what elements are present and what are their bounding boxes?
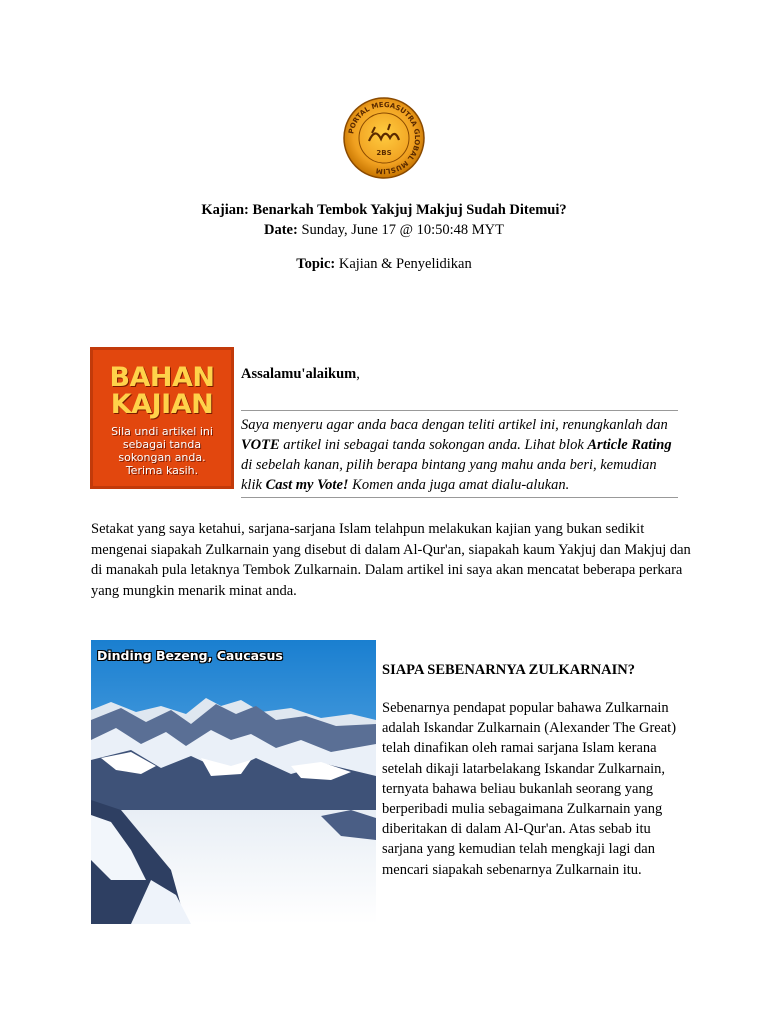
- banner-line-2: KAJIAN: [110, 389, 214, 420]
- intro-paragraph: Setakat yang saya ketahui, sarjana-sarjana Islam telahpun melakukan kajian yang bukan sedikit mengenai siapakah Zulkarnain yang disebut di dalam Al-Qur'an, siapakah kaum Yakjuj dan Makjuj dan di manakah pula letaknya Tembok Zulkarnain. Dalam artikel ini saya akan mencatat beberapa perkara yang mungkin menarik minat anda.: [91, 521, 691, 599]
- banner-subtext: [93, 425, 231, 477]
- section-heading: SIAPA SEBENARNYA ZULKARNAIN?: [382, 662, 635, 678]
- greeting: [241, 366, 360, 383]
- date-label: Date:: [264, 222, 298, 238]
- appeal-text-2: artikel ini sebagai tanda sokongan anda. Lihat blok: [279, 437, 588, 453]
- svg-text:2BS: 2BS: [376, 149, 392, 157]
- topic-value: Kajian & Penyelidikan: [338, 256, 472, 272]
- banner-line-1: BAHAN: [109, 362, 215, 393]
- article-date: [0, 220, 768, 240]
- greeting-punct: ,: [356, 366, 360, 382]
- vote-appeal: [241, 415, 678, 495]
- divider-bottom: [241, 497, 678, 498]
- appeal-text-1: Saya menyeru agar anda baca dengan teliti artikel ini, renungkanlah dan: [241, 417, 668, 433]
- appeal-text-4: Komen anda juga amat dialu-alukan.: [348, 477, 570, 493]
- topic-label: Topic:: [296, 256, 336, 272]
- greeting-text: Assalamu'alaikum: [241, 366, 357, 382]
- mountain-illustration: [91, 640, 376, 924]
- banner-sub-3: sokongan anda.: [118, 451, 206, 464]
- banner-sub-4: Terima kasih.: [125, 464, 199, 477]
- appeal-vote: VOTE: [241, 437, 280, 453]
- portal-logo-emblem: [343, 97, 425, 179]
- caucasus-photo: [91, 640, 376, 924]
- appeal-text-3: di sebelah kanan, pilih berapa bintang yang mahu anda beri, kemudian klik: [241, 457, 657, 493]
- appeal-article-rating: Article Rating: [587, 437, 672, 453]
- bahan-kajian-banner: [90, 347, 234, 489]
- photo-caption: Dinding Bezeng, Caucasus: [97, 648, 283, 663]
- banner-sub-2: sebagai tanda: [122, 438, 202, 451]
- date-value: Sunday, June 17 @ 10:50:48 MYT: [301, 222, 504, 238]
- portal-logo: [343, 97, 425, 179]
- article-title: Kajian: Benarkah Tembok Yakjuj Makjuj Sudah Ditemui?: [201, 202, 567, 218]
- section-paragraph: Sebenarnya pendapat popular bahawa Zulkarnain adalah Iskandar Zulkarnain (Alexander The Great) telah dinafikan oleh ramai sarjana Islam kerana setelah dikaji latarbelakang Iskandar Zulkarnain, ternyata bahawa beliau bukanlah seorang yang berperibadi mulia sebagaimana Zulkarnain yang diberitakan di dalam Al-Qur'an. Atas sebab itu sarjana yang kemudian telah mengkaji lagi dan mencari siapakah sebenarnya Zulkarnain itu.: [382, 700, 677, 878]
- svg-text:PORTAL MEGASUTRA GLOBAL MUSLIM: PORTAL MEGASUTRA GLOBAL MUSLIM: [347, 100, 422, 176]
- article-topic: [0, 254, 768, 274]
- appeal-cast-vote: Cast my Vote!: [265, 477, 349, 493]
- divider-top: [241, 410, 678, 411]
- banner-sub-1: Sila undi artikel ini: [111, 425, 213, 438]
- article-header: [0, 200, 768, 274]
